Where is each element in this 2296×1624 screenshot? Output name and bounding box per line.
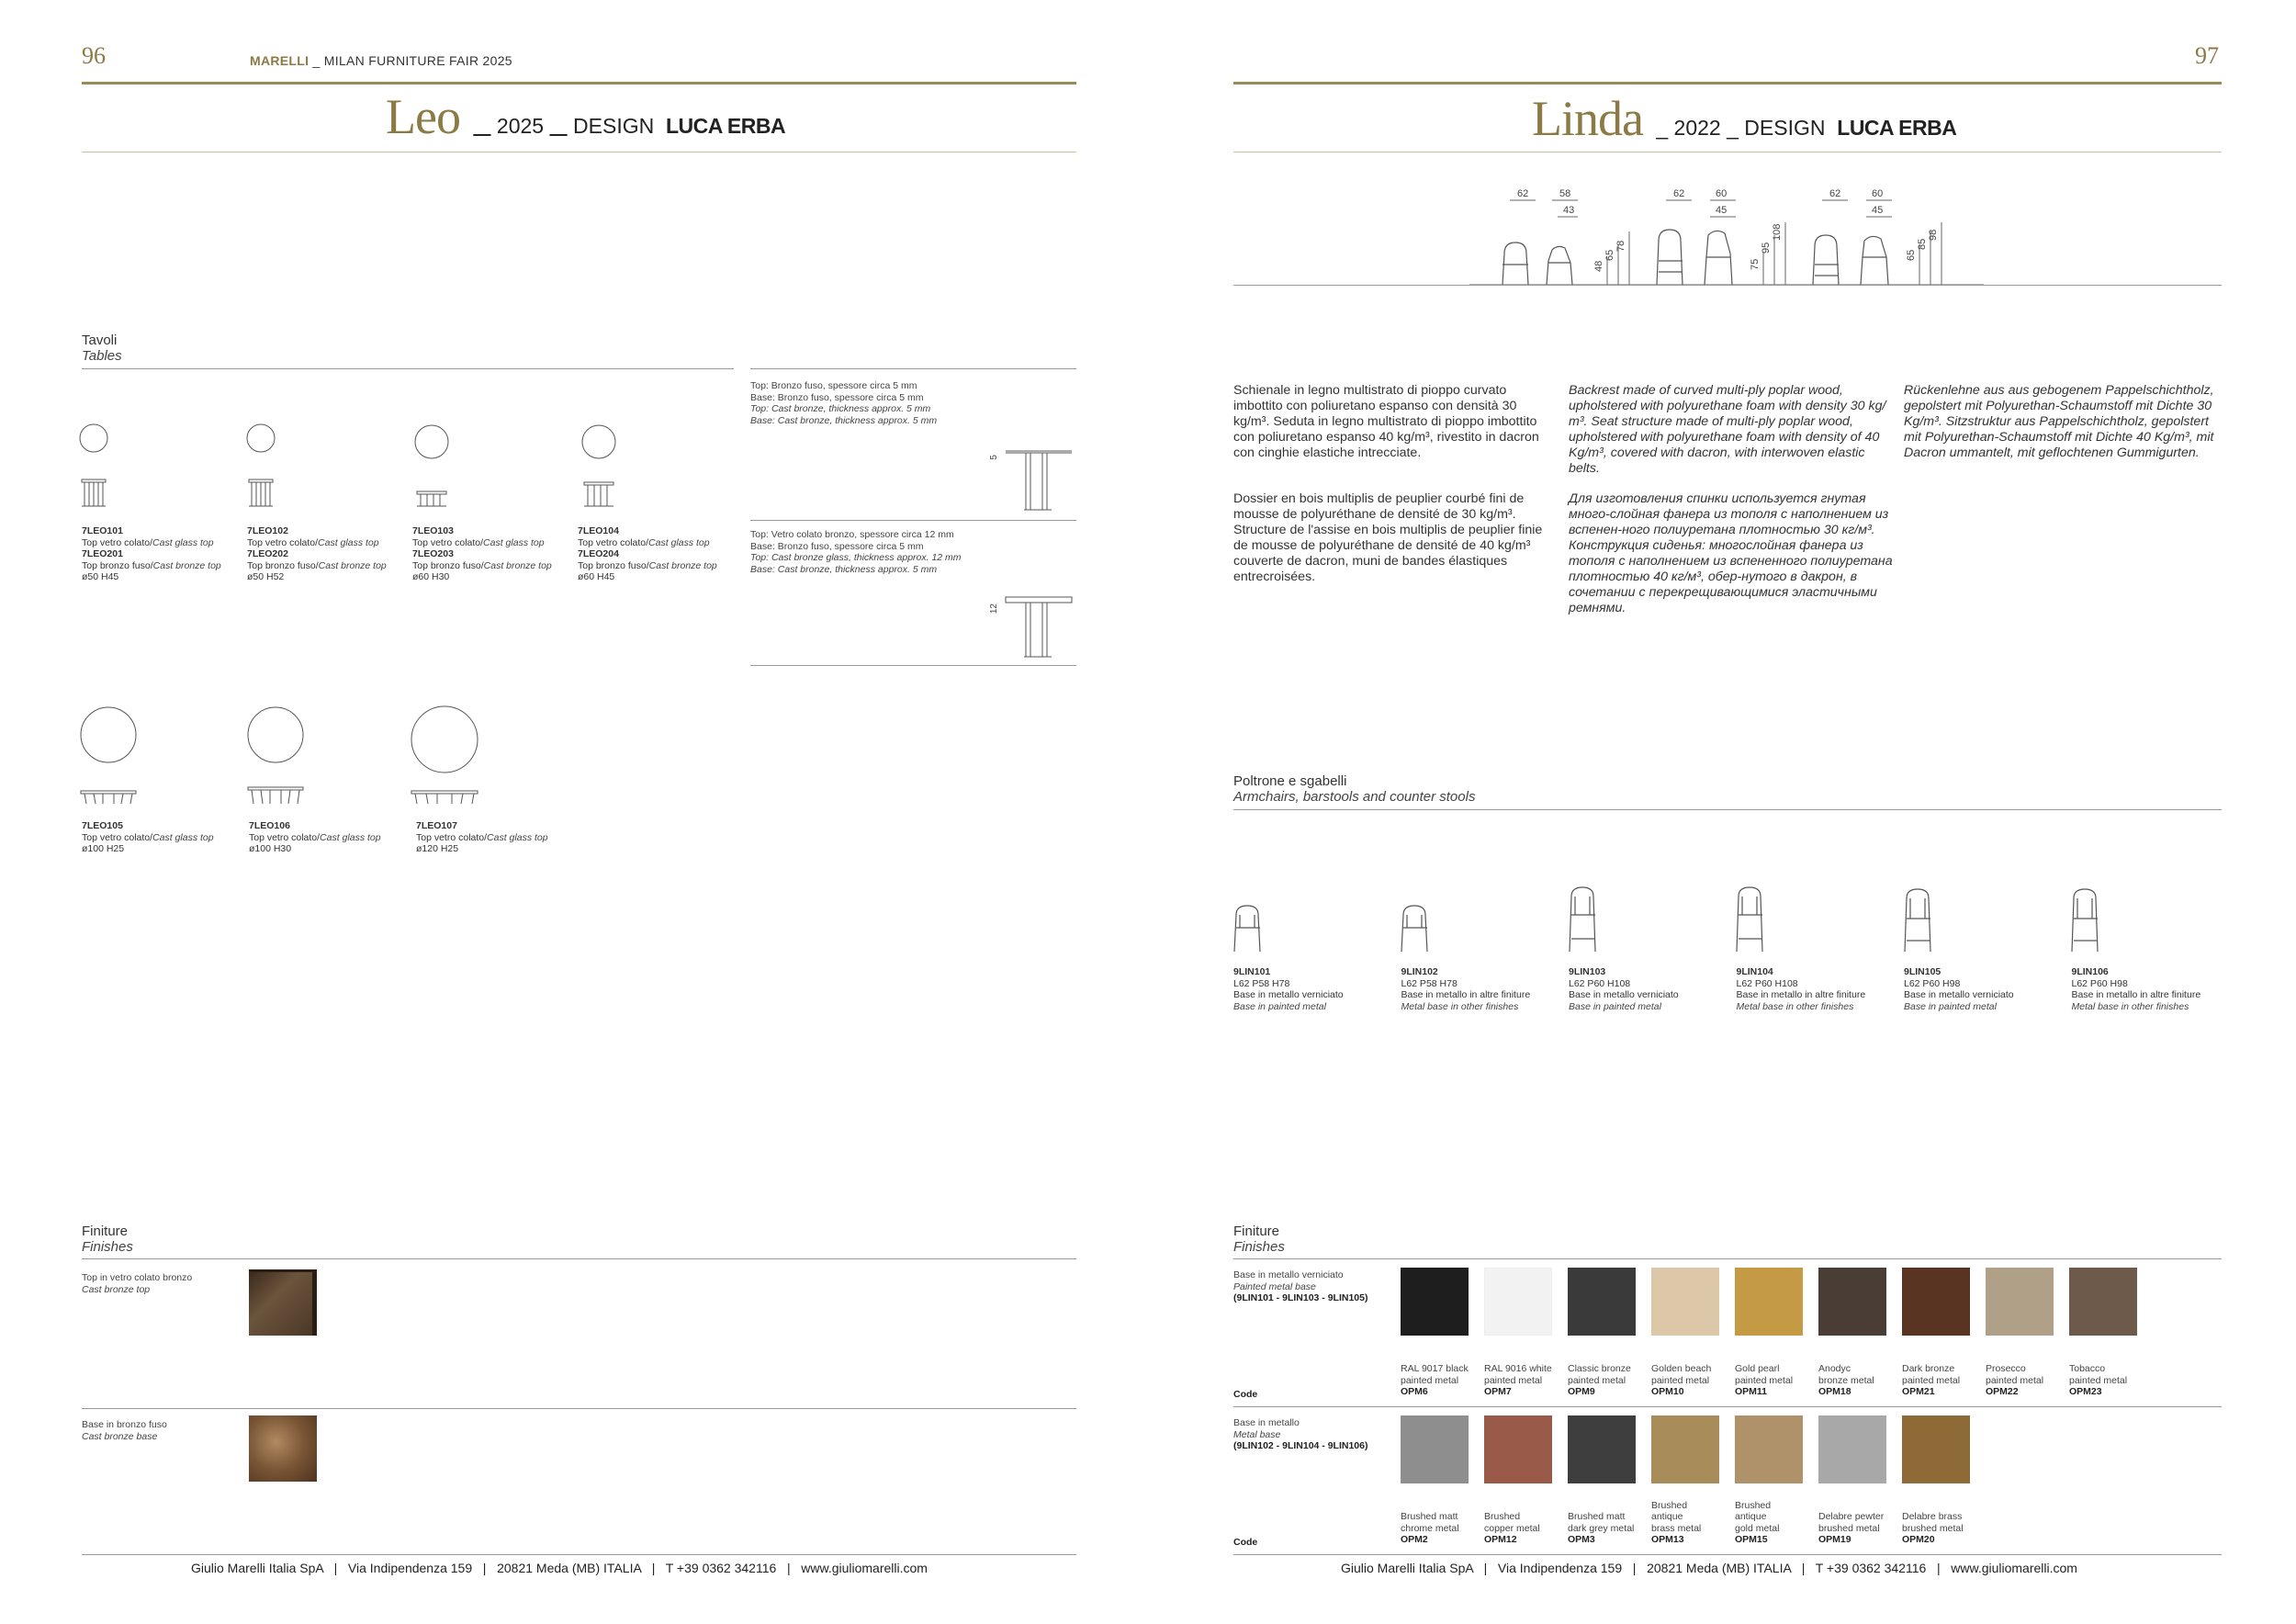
table-7leo103-drawing bbox=[415, 425, 448, 506]
footer-right: Giulio Marelli Italia SpA | Via Indipendenza 159 | 20821 Meda (MB) ITALIA | T +39 0362 342116 | www.giuliomarelli.com bbox=[1341, 1561, 2077, 1575]
metal-swatch-label-opm20: Delabre brass brushed metal OPM20 bbox=[1902, 1511, 1964, 1545]
finishes-section-left: Finiture Finishes bbox=[82, 1224, 133, 1255]
product-title-leo bbox=[386, 88, 785, 145]
finish-group2-label: Base in metallo Metal base (9LIN102 - 9LIN104 - 9LIN106) bbox=[1233, 1417, 1368, 1451]
tables-section-title: Tavoli Tables bbox=[82, 333, 122, 364]
dim-75: 75 bbox=[1750, 258, 1761, 270]
finishes-rule-right bbox=[1233, 1258, 2222, 1259]
title-year: 2025 DESIGN LUCA ERBA bbox=[496, 114, 786, 138]
finishes-rule-left bbox=[82, 1258, 1076, 1259]
table-7leo106-drawing bbox=[248, 707, 303, 804]
tables-row2-drawings bbox=[73, 703, 588, 808]
dim-58: 58 bbox=[1559, 188, 1571, 199]
dim-65-a: 65 bbox=[1604, 249, 1615, 261]
table-7leo107-drawing bbox=[411, 706, 478, 804]
linda-product-labels bbox=[1233, 966, 2225, 1012]
dim-78: 78 bbox=[1615, 240, 1626, 252]
product-9lin106: 9LIN106 L62 P60 H98 Base in metallo in altre finiture Metal base in other finishes bbox=[2071, 966, 2201, 1012]
description-ru: Для изготовления спинки используется гнутая много-слойная фанера из тополя с наполнением из вспенен-ного полиуретана плотностью 30 кг/м³. Конструкция сиденья: многослойная фанера из тополя с наполнением из вспененного полиуретана плотностью 40 кг/м³, обер-нутого в дакрон, в сочетании с перекрещивающимися эластичными ремнями. bbox=[1569, 491, 1893, 615]
painted-metal-swatch-label-opm23: Tobacco painted metal OPM23 bbox=[2069, 1363, 2128, 1397]
table-7leo104-label: 7LEO104 Top vetro colato/Cast glass top 7LEO204 Top bronzo fuso/Cast bronze top ø60 H45 bbox=[578, 525, 717, 582]
table-7leo103-label: 7LEO103 Top vetro colato/Cast glass top 7LEO203 Top bronzo fuso/Cast bronze top ø60 H30 bbox=[412, 525, 552, 582]
metal-swatch-label-opm2: Brushed matt chrome metal OPM2 bbox=[1401, 1511, 1459, 1545]
metal-swatch-label-opm19: Delabre pewter brushed metal OPM19 bbox=[1818, 1511, 1885, 1545]
header-rule-left bbox=[82, 82, 1076, 85]
footer-rule-right bbox=[1233, 1554, 2222, 1555]
finish-divider-left bbox=[82, 1408, 1076, 1409]
table-7leo101-label: 7LEO101 Top vetro colato/Cast glass top 7LEO201 Top bronzo fuso/Cast bronze top ø50 H45 bbox=[82, 525, 221, 582]
header-brand: MARELLI bbox=[250, 53, 310, 68]
dim-62-b: 62 bbox=[1673, 188, 1685, 199]
painted-metal-swatch-label-opm21: Dark bronze painted metal OPM21 bbox=[1902, 1363, 1961, 1397]
painted-metal-swatch-opm10 bbox=[1651, 1268, 1719, 1336]
dim-48: 48 bbox=[1593, 260, 1604, 272]
seating-section-title: Poltrone e sgabelli Armchairs, barstools and counter stools bbox=[1233, 773, 1476, 805]
painted-metal-swatch-label-opm6: RAL 9017 black painted metal OPM6 bbox=[1401, 1363, 1469, 1397]
painted-metal-swatch-label-opm22: Prosecco painted metal OPM22 bbox=[1986, 1363, 2044, 1397]
tech-note-glass: Top: Vetro colato bronzo, spessore circa 12 mm Base: Bronzo fuso, spessore circa 5 mm Top: Cast bronze glass, thickness approx. 12 mm Base: Cast bronze, thickness approx. 5 mm bbox=[750, 529, 962, 575]
product-9lin101: 9LIN101 L62 P58 H78 Base in metallo verniciato Base in painted metal bbox=[1233, 966, 1344, 1012]
dim-98: 98 bbox=[1928, 229, 1939, 241]
dim-60-b: 60 bbox=[1872, 188, 1884, 199]
painted-metal-swatch-opm18 bbox=[1818, 1268, 1886, 1336]
product-9lin104: 9LIN104 L62 P60 H108 Base in metallo in altre finiture Metal base in other finishes bbox=[1736, 966, 1866, 1012]
stool-9lin103-drawing bbox=[1570, 887, 1595, 952]
dim-108: 108 bbox=[1772, 223, 1783, 241]
header-rule-right bbox=[1233, 82, 2222, 85]
product-9lin102: 9LIN102 L62 P58 H78 Base in metallo in altre finiture Metal base in other finishes bbox=[1401, 966, 1531, 1012]
section-drawing-bronze bbox=[987, 445, 1075, 514]
dim-95: 95 bbox=[1761, 242, 1772, 254]
header-text: _ MILAN FURNITURE FAIR 2025 bbox=[309, 53, 512, 68]
description-en: Backrest made of curved multi-ply poplar wood, upholstered with polyurethane foam with density 30 kg/ m³. Seat structure made of multi-ply poplar wood, upholstered with polyurethane foam with density of 40 Kg/m³, covered with dacron, with interwoven elastic belts. bbox=[1569, 383, 1886, 476]
painted-metal-swatch-opm11 bbox=[1735, 1268, 1803, 1336]
table-7leo105-drawing bbox=[81, 707, 136, 804]
footer-left: Giulio Marelli Italia SpA | Via Indipendenza 159 | 20821 Meda (MB) ITALIA | T +39 0362 342116 | www.giuliomarelli.com bbox=[191, 1561, 928, 1575]
finish-swatch-cast-bronze-base bbox=[249, 1415, 317, 1482]
metal-swatch-opm19 bbox=[1818, 1415, 1886, 1483]
linda-elevation-drawings bbox=[1469, 180, 1984, 288]
thickness-label-5: 5 bbox=[989, 455, 999, 460]
table-7leo105-label: 7LEO105 Top vetro colato/Cast glass top ø100 H25 bbox=[82, 820, 214, 854]
finishes-section-right: Finiture Finishes bbox=[1233, 1224, 1285, 1255]
title-name: Leo bbox=[386, 89, 460, 144]
chair-9lin101-drawing bbox=[1234, 906, 1260, 952]
dim-62-a: 62 bbox=[1517, 188, 1529, 199]
metal-swatch-opm15 bbox=[1735, 1415, 1803, 1483]
painted-metal-swatch-opm6 bbox=[1401, 1268, 1469, 1336]
metal-swatch-opm12 bbox=[1484, 1415, 1552, 1483]
finish-group2-code-label: Code bbox=[1233, 1537, 1258, 1548]
painted-metal-swatch-opm9 bbox=[1568, 1268, 1636, 1336]
table-7leo106-label: 7LEO106 Top vetro colato/Cast glass top ø100 H30 bbox=[249, 820, 381, 854]
dim-45-b: 45 bbox=[1872, 205, 1884, 216]
metal-swatch-opm2 bbox=[1401, 1415, 1469, 1483]
table-7leo102-label: 7LEO102 Top vetro colato/Cast glass top 7LEO202 Top bronzo fuso/Cast bronze top ø50 H52 bbox=[247, 525, 387, 582]
table-7leo102-drawing bbox=[247, 424, 275, 506]
seating-rule bbox=[1233, 809, 2222, 810]
product-9lin105: 9LIN105 L62 P60 H98 Base in metallo verniciato Base in painted metal bbox=[1904, 966, 2014, 1012]
painted-metal-swatch-label-opm9: Classic bronze painted metal OPM9 bbox=[1568, 1363, 1631, 1397]
description-de: Rückenlehne aus aus gebogenem Pappelschichtholz, gepolstert mit Polyurethan-Schaumstoff mit Dichte 30 Kg/m³. Sitzstruktur aus Pappelschichtholz, gepolstert mit Polyurethan-Schaumstoff mit Dichte 40 Kg/m³, mit Dacron ummantelt, mit geflochtenen Gummigurten. bbox=[1904, 383, 2214, 460]
footer-rule-left bbox=[82, 1554, 1076, 1555]
metal-swatch-label-opm15: Brushed antique gold metal OPM15 bbox=[1735, 1499, 1780, 1545]
thickness-label-12: 12 bbox=[989, 603, 999, 615]
elevation-baseline bbox=[1233, 285, 2222, 286]
painted-metal-swatch-opm23 bbox=[2069, 1268, 2137, 1336]
dim-43: 43 bbox=[1563, 205, 1575, 216]
tables-row1-labels bbox=[82, 525, 743, 583]
dim-62-c: 62 bbox=[1829, 188, 1841, 199]
tables-rule bbox=[82, 368, 734, 369]
table-7leo101-drawing bbox=[80, 424, 107, 506]
table-7leo107-label: 7LEO107 Top vetro colato/Cast glass top ø120 H25 bbox=[416, 820, 548, 854]
notes-rule bbox=[750, 368, 1076, 369]
finish-top-label: Top in vetro colato bronzo Cast bronze top bbox=[82, 1272, 193, 1295]
dim-45-a: 45 bbox=[1716, 205, 1728, 216]
page-number-left: 96 bbox=[82, 42, 106, 69]
dim-85: 85 bbox=[1917, 238, 1928, 250]
finish-group1-code-label: Code bbox=[1233, 1389, 1258, 1400]
tables-row1-drawings bbox=[73, 418, 716, 514]
title-year-linda: _ 2022 _ DESIGN LUCA ERBA bbox=[1649, 116, 1957, 140]
tech-note-bronze: Top: Bronzo fuso, spessore circa 5 mm Base: Bronzo fuso, spessore circa 5 mm Top: Cast bronze, thickness approx. 5 mm Base: Cast bronze, thickness approx. 5 mm bbox=[750, 380, 938, 426]
painted-metal-swatch-opm21 bbox=[1902, 1268, 1970, 1336]
painted-metal-swatch-label-opm11: Gold pearl painted metal OPM11 bbox=[1735, 1363, 1794, 1397]
stool-9lin106-drawing bbox=[2072, 889, 2098, 952]
finish-base-label: Base in bronzo fuso Cast bronze base bbox=[82, 1419, 167, 1442]
notes-bottom-rule bbox=[750, 665, 1076, 666]
finish-swatch-cast-bronze-top bbox=[249, 1269, 317, 1336]
page-number-right: 97 bbox=[2195, 42, 2219, 69]
stool-9lin105-drawing bbox=[1905, 889, 1930, 952]
metal-swatch-opm3 bbox=[1568, 1415, 1636, 1483]
finish-group-divider bbox=[1233, 1406, 2222, 1407]
metal-swatch-label-opm3: Brushed matt dark grey metal OPM3 bbox=[1568, 1511, 1635, 1545]
metal-swatch-opm13 bbox=[1651, 1415, 1719, 1483]
metal-swatch-opm20 bbox=[1902, 1415, 1970, 1483]
linda-product-drawings bbox=[1231, 882, 2204, 955]
painted-metal-swatch-opm7 bbox=[1484, 1268, 1552, 1336]
painted-metal-swatch-label-opm10: Golden beach painted metal OPM10 bbox=[1651, 1363, 1712, 1397]
description-fr: Dossier en bois multiplis de peuplier courbé fini de mousse de polyuréthane de densité de 30 kg/m³. Structure de l'assise en bois multiplis de peuplier finie de mousse de polyuréthane de densité de 40 kg/m³ couverte de dacron, muni de bandes élastiques entrecroisées. bbox=[1233, 491, 1543, 584]
painted-metal-swatch-label-opm18: Anodyc bronze metal OPM18 bbox=[1818, 1363, 1874, 1397]
painted-metal-swatch-opm22 bbox=[1986, 1268, 2054, 1336]
stool-9lin104-drawing bbox=[1737, 887, 1762, 952]
product-title-linda bbox=[1532, 90, 1956, 147]
linda-armchair-drawings bbox=[1503, 230, 1888, 285]
title-name-linda: Linda bbox=[1532, 91, 1643, 146]
section-drawing-glass bbox=[987, 592, 1075, 661]
painted-metal-swatch-label-opm7: RAL 9016 white painted metal OPM7 bbox=[1484, 1363, 1552, 1397]
metal-swatch-label-opm12: Brushed copper metal OPM12 bbox=[1484, 1511, 1540, 1545]
product-9lin103: 9LIN103 L62 P60 H108 Base in metallo verniciato Base in painted metal bbox=[1569, 966, 1679, 1012]
dim-60-a: 60 bbox=[1716, 188, 1728, 199]
table-7leo104-drawing bbox=[582, 425, 615, 506]
running-header bbox=[250, 53, 512, 68]
dim-65-b: 65 bbox=[1906, 249, 1917, 261]
chair-9lin102-drawing bbox=[1401, 906, 1427, 952]
description-it: Schienale in legno multistrato di pioppo curvato imbottito con poliuretano espanso con densità 30 kg/m³. Seduta in legno multistrato di pioppo imbottito con poliuretano espanso 40 kg/m³, rivestito in dacron con cinghie elastiche intrecciate. bbox=[1233, 383, 1539, 460]
metal-swatch-label-opm13: Brushed antique brass metal OPM13 bbox=[1651, 1499, 1702, 1545]
tables-row2-labels bbox=[82, 820, 633, 855]
notes-divider bbox=[750, 520, 1076, 521]
finish-group1-label: Base in metallo verniciato Painted metal base (9LIN101 - 9LIN103 - 9LIN105) bbox=[1233, 1269, 1368, 1303]
